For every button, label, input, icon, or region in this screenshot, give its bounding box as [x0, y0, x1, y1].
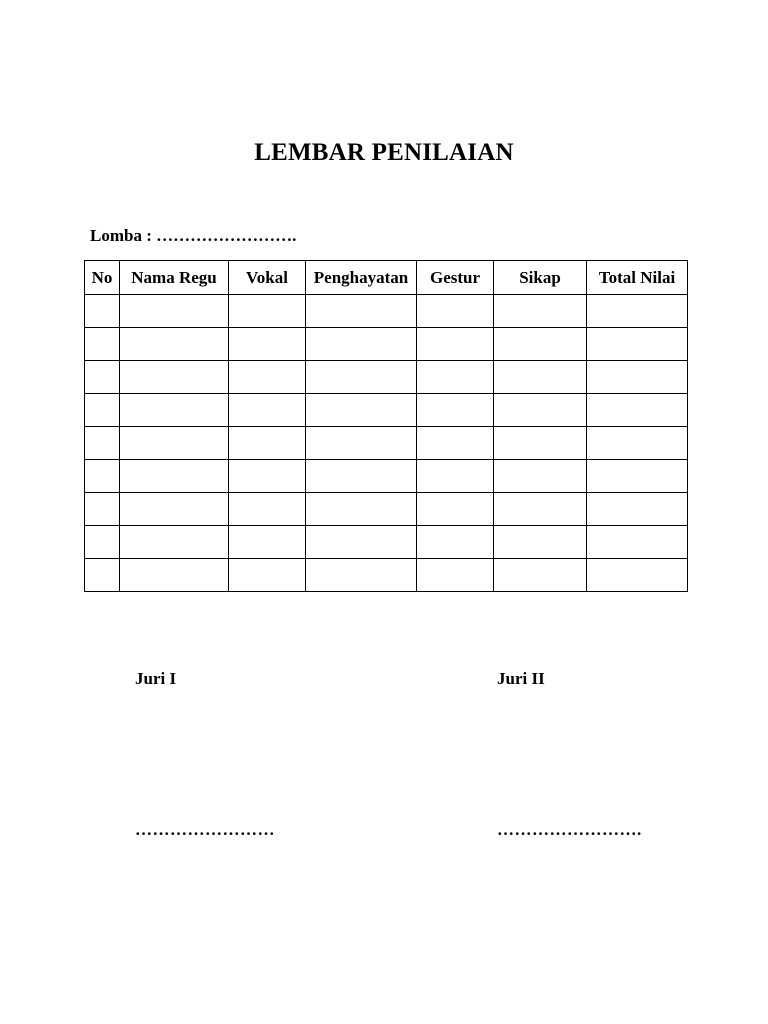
table-cell — [494, 295, 587, 328]
column-header-nama-regu: Nama Regu — [120, 261, 229, 295]
table-cell — [229, 394, 306, 427]
table-cell — [417, 328, 494, 361]
column-header-total-nilai: Total Nilai — [587, 261, 688, 295]
table-cell — [229, 559, 306, 592]
page-title: LEMBAR PENILAIAN — [254, 139, 514, 166]
table-cell — [85, 559, 120, 592]
table-cell — [120, 328, 229, 361]
table-cell — [417, 394, 494, 427]
juri-1-label: Juri I — [135, 669, 177, 688]
table-cell — [494, 526, 587, 559]
table-row — [85, 460, 688, 493]
table-cell — [85, 427, 120, 460]
table-cell — [120, 394, 229, 427]
table-cell — [229, 427, 306, 460]
table-cell — [587, 427, 688, 460]
table-cell — [85, 328, 120, 361]
column-header-no: No — [85, 261, 120, 295]
table-cell — [85, 295, 120, 328]
table-cell — [85, 493, 120, 526]
table-cell — [120, 427, 229, 460]
table-row — [85, 526, 688, 559]
table-row — [85, 493, 688, 526]
juri-2-label: Juri II — [497, 669, 545, 688]
table-cell — [229, 460, 306, 493]
column-header-vokal: Vokal — [229, 261, 306, 295]
table-cell — [120, 295, 229, 328]
juri-1-signature-line: …………………… — [135, 820, 275, 839]
table-cell — [306, 559, 417, 592]
table-row — [85, 328, 688, 361]
table-cell — [494, 394, 587, 427]
table-cell — [417, 295, 494, 328]
table-cell — [306, 460, 417, 493]
table-cell — [306, 394, 417, 427]
table-cell — [587, 394, 688, 427]
table-cell — [306, 427, 417, 460]
table-cell — [85, 394, 120, 427]
table-cell — [306, 526, 417, 559]
table-cell — [494, 493, 587, 526]
table-cell — [120, 526, 229, 559]
table-cell — [229, 328, 306, 361]
table-cell — [587, 295, 688, 328]
table-cell — [587, 526, 688, 559]
table-cell — [229, 526, 306, 559]
table-cell — [417, 559, 494, 592]
table-cell — [120, 559, 229, 592]
table-cell — [120, 361, 229, 394]
table-cell — [229, 295, 306, 328]
table-cell — [494, 328, 587, 361]
table-cell — [306, 493, 417, 526]
table-cell — [85, 460, 120, 493]
table-row — [85, 361, 688, 394]
table-cell — [494, 361, 587, 394]
table-cell — [587, 460, 688, 493]
juri-2-signature-line: ……………………. — [497, 820, 642, 839]
table-cell — [587, 328, 688, 361]
table-cell — [120, 493, 229, 526]
table-cell — [587, 493, 688, 526]
table-cell — [417, 361, 494, 394]
table-cell — [306, 328, 417, 361]
table-cell — [494, 427, 587, 460]
table-body — [85, 295, 688, 592]
table-cell — [229, 361, 306, 394]
table-cell — [417, 526, 494, 559]
table-cell — [587, 361, 688, 394]
table-cell — [417, 427, 494, 460]
table-cell — [494, 559, 587, 592]
column-header-sikap: Sikap — [494, 261, 587, 295]
lomba-field-label: Lomba : ……………………. — [90, 226, 297, 245]
table-cell — [587, 559, 688, 592]
table-row — [85, 394, 688, 427]
table-cell — [306, 361, 417, 394]
table-cell — [120, 460, 229, 493]
table-cell — [417, 493, 494, 526]
table-cell — [494, 460, 587, 493]
table-row — [85, 295, 688, 328]
score-table — [84, 260, 688, 592]
column-header-gestur: Gestur — [417, 261, 494, 295]
table-header-row — [85, 261, 688, 295]
table-cell — [229, 493, 306, 526]
table-cell — [85, 361, 120, 394]
table-row — [85, 559, 688, 592]
table-cell — [417, 460, 494, 493]
table-cell — [85, 526, 120, 559]
column-header-penghayatan: Penghayatan — [306, 261, 417, 295]
table-cell — [306, 295, 417, 328]
table-row — [85, 427, 688, 460]
